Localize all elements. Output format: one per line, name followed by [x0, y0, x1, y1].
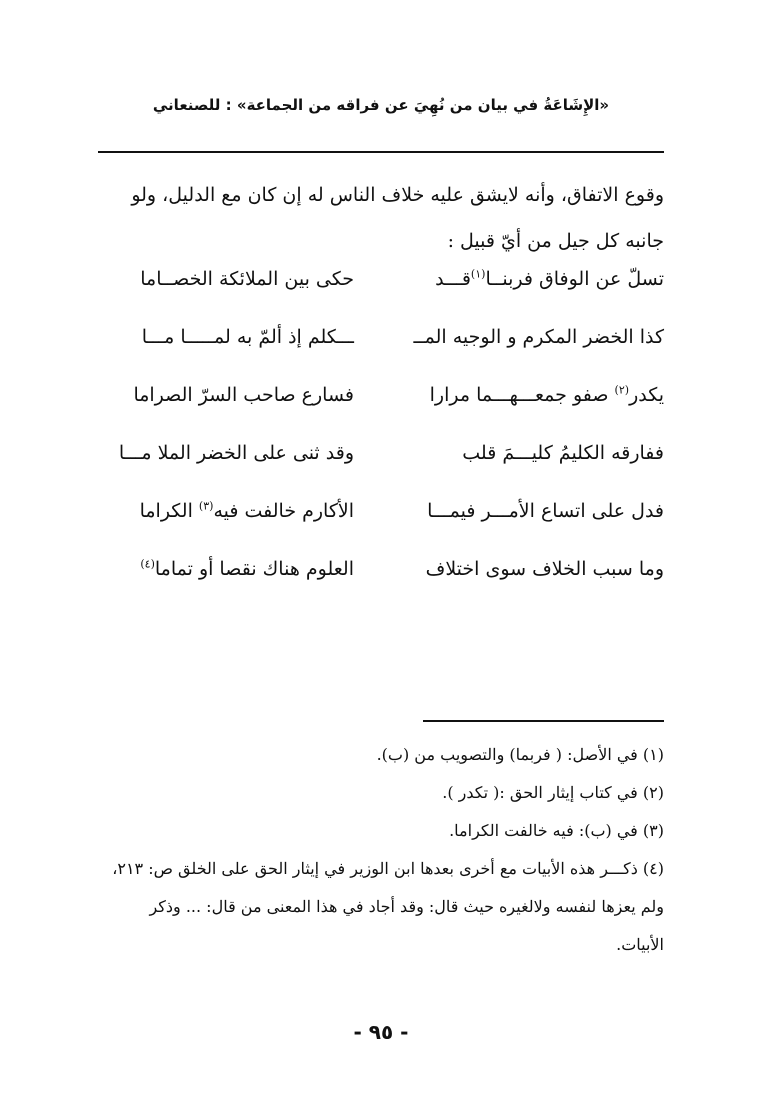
running-header: «الإِشَاعَةُ في بيان من نُهِيَ عن فراقه من الجماعة» : للصنعاني: [152, 96, 610, 114]
footnote: (١) في الأصل: ( فربما) والتصويب من (ب).: [376, 745, 664, 764]
footnote: (٣) في (ب): فيه خالفت الكراما.: [449, 821, 664, 840]
verse-first-hemistich: تسلّ عن الوفاق فربنــا$^{(١)}$قـــد: [435, 267, 664, 290]
footnotes: [98, 736, 664, 964]
paragraph-text: وقوع الاتفاق، وأنه لايشق عليه خلاف الناس له إن كان مع الدليل، ولو جانبه كل جيل من أيّ قبيل :: [131, 184, 664, 252]
verse-second-hemistich: العلوم هناك نقصا أو تماما$^{(٤)}$: [140, 557, 354, 580]
verse-second-hemistich: الأكارم خالفت فيه$^{(٣)}$ الكراما: [139, 499, 354, 522]
verse-first-hemistich: وما سبب الخلاف سوى اختلاف: [425, 558, 664, 580]
body-paragraph: [98, 172, 664, 264]
verse-line: [98, 558, 664, 598]
page-number: - ٩٥ -: [353, 1020, 409, 1044]
verse-first-hemistich: ففارقه الكليمُ كليـــمَ قلب: [462, 442, 664, 464]
verse-second-hemistich: فسارع صاحب السرّ الصراما: [133, 384, 354, 406]
verse-first-hemistich: فدل على اتساع الأمـــر فيمـــا: [427, 500, 664, 522]
footnote-marker: (٢): [614, 383, 630, 397]
footnote-marker: (٤): [140, 557, 155, 571]
verse-first-hemistich: يكدر$^{(٢)}$ صفو جمعـــهـــما مرارا: [429, 383, 664, 406]
header-rule: [98, 151, 664, 153]
verse-line: [98, 268, 664, 308]
footnote: (٢) في كتاب إيثار الحق :( تكدر ).: [442, 783, 664, 802]
verse-line: [98, 384, 664, 424]
verse-second-hemistich: وقد ثنى على الخضر الملا مـــا: [118, 442, 354, 464]
verse-line: [98, 326, 664, 366]
footnote-rule: [423, 720, 664, 722]
verse-second-hemistich: حكى بين الملائكة الخصــاما: [140, 268, 354, 290]
verse-line: [98, 442, 664, 482]
footnote-marker: (١): [470, 267, 486, 281]
verse-second-hemistich: ـــكلم إذ ألمّ به لمـــــا مـــا: [141, 326, 354, 348]
verse-line: [98, 500, 664, 540]
footnote: (٤) ذكـــر هذه الأبيات مع أخرى بعدها ابن الوزير في إيثار الحق على الخلق ص: ٢١٣، ولم يعزها لنفسه ولالغيره حيث قال: وقد أجاد في هذا المعنى من قال: ... وذكر الأبيات.: [112, 859, 664, 954]
footnote-marker: (٣): [198, 499, 214, 513]
verse-first-hemistich: كذا الخضر المكرم و الوجيه المــ: [413, 326, 664, 348]
